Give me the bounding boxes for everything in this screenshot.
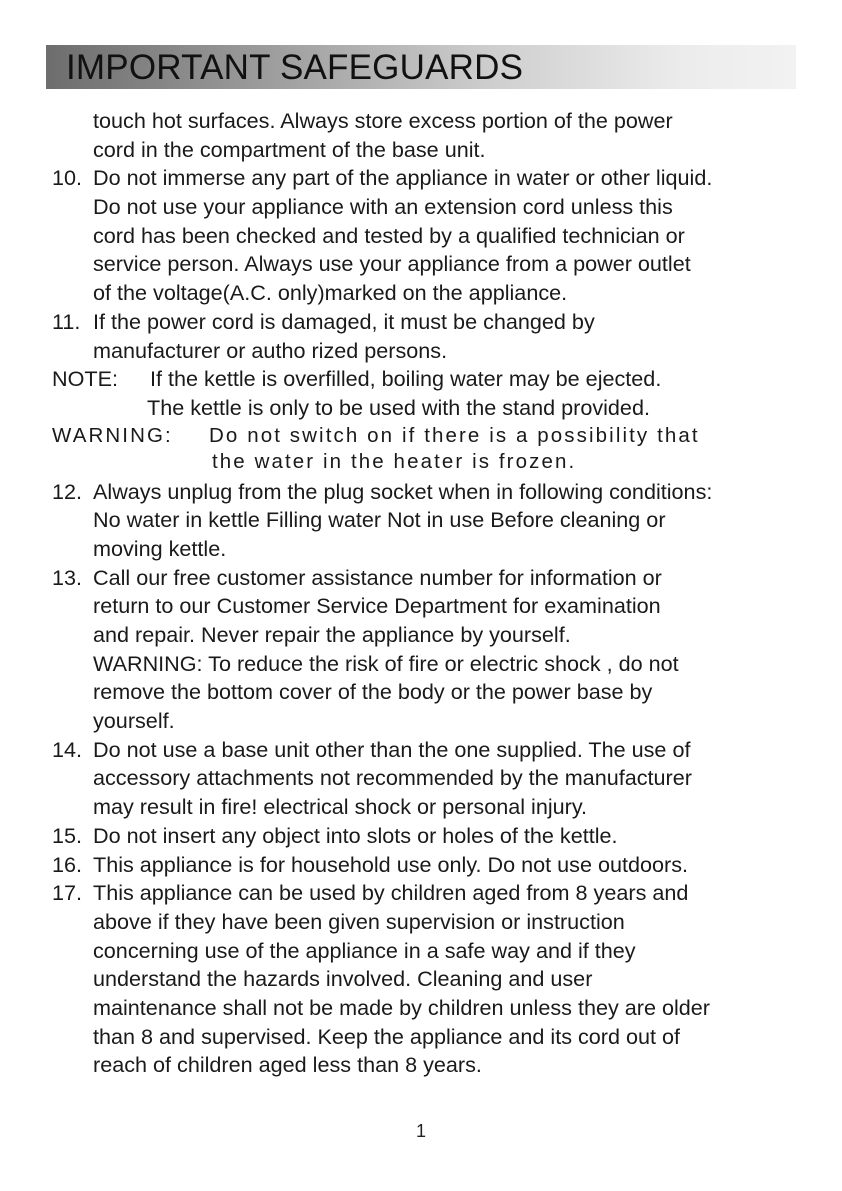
item-text: Do not insert any object into slots or holes of the kettle.: [93, 822, 618, 848]
item-text: Call our free customer assistance number for information or: [93, 564, 662, 590]
item-text: Do not immerse any part of the appliance in water or other liquid.: [93, 165, 713, 191]
continuation-line: touch hot surfaces. Always store excess portion of the power: [93, 108, 673, 133]
item-number: 14.: [52, 736, 83, 762]
list-item-12: [52, 478, 792, 507]
item-number: 11.: [52, 308, 81, 334]
item-text: concerning use of the appliance in a safe way and if they: [93, 937, 636, 963]
item-text: remove the bottom cover of the body or the power base by: [93, 679, 653, 705]
item-text: If the power cord is damaged, it must be changed by: [93, 308, 595, 334]
continuation-line: cord in the compartment of the base unit.: [93, 136, 486, 162]
item-number: 16.: [52, 851, 83, 877]
item-number: 12.: [52, 478, 83, 504]
item-number: 15.: [52, 822, 83, 848]
item-text: above if they have been given supervision or instruction: [93, 908, 625, 934]
list-item-17: [52, 879, 792, 908]
note-label: NOTE:: [52, 366, 118, 392]
item-text: maintenance shall not be made by children unless they are older: [93, 994, 710, 1020]
list-item-11: [52, 308, 792, 337]
item-text: This appliance is for household use only. Do not use outdoors.: [93, 851, 688, 877]
list-item-14: [52, 736, 792, 765]
warning-block: [52, 423, 792, 449]
list-item-16: [52, 851, 792, 880]
item-text: WARNING: To reduce the risk of fire or electric shock , do not: [93, 650, 679, 676]
item-text: understand the hazards involved. Cleaning and user: [93, 966, 593, 992]
item-text: moving kettle.: [93, 535, 227, 561]
item-text: This appliance can be used by children aged from 8 years and: [93, 880, 689, 906]
item-number: 10.: [52, 165, 83, 191]
safeguards-list: [52, 107, 792, 1080]
warning-text: the water in the heater is frozen.: [212, 449, 577, 473]
item-text: return to our Customer Service Department for examination: [93, 593, 661, 619]
item-text: No water in kettle Filling water Not in use Before cleaning or: [93, 507, 666, 533]
item-number: 13.: [52, 564, 83, 590]
section-header-bar: [46, 45, 796, 89]
list-item-13: [52, 564, 792, 593]
item-text: and repair. Never repair the appliance by yourself.: [93, 622, 571, 647]
item-text: may result in fire! electrical shock or personal injury.: [93, 794, 588, 820]
item-text: reach of children aged less than 8 years.: [93, 1052, 482, 1078]
item-text: of the voltage(A.C. only)marked on the appliance.: [93, 280, 568, 306]
list-item-10: [52, 164, 792, 193]
item-text: Do not use your appliance with an extension cord unless this: [93, 194, 673, 220]
warning-text: Do not switch on if there is a possibility that: [209, 423, 700, 447]
item-text: Do not use a base unit other than the one supplied. The use of: [93, 736, 691, 762]
list-item-15: [52, 822, 792, 851]
item-text: than 8 and supervised. Keep the appliance and its cord out of: [93, 1023, 681, 1049]
item-text: yourself.: [93, 708, 175, 734]
warning-label: WARNING:: [52, 423, 173, 447]
item-text: manufacturer or autho rized persons.: [93, 337, 448, 363]
item-text: service person. Always use your appliance from a power outlet: [93, 251, 691, 277]
page-number: 1: [415, 1121, 426, 1141]
note-text: If the kettle is overfilled, boiling water may be ejected.: [150, 366, 662, 392]
note-block: [52, 365, 792, 394]
item-text: cord has been checked and tested by a qualified technician or: [93, 222, 685, 248]
item-number: 17.: [52, 880, 83, 906]
item-text: Always unplug from the plug socket when in following conditions:: [93, 478, 713, 504]
note-text: The kettle is only to be used with the stand provided.: [147, 394, 650, 420]
item-text: accessory attachments not recommended by the manufacturer: [93, 765, 692, 791]
section-title: IMPORTANT SAFEGUARDS: [66, 48, 524, 87]
